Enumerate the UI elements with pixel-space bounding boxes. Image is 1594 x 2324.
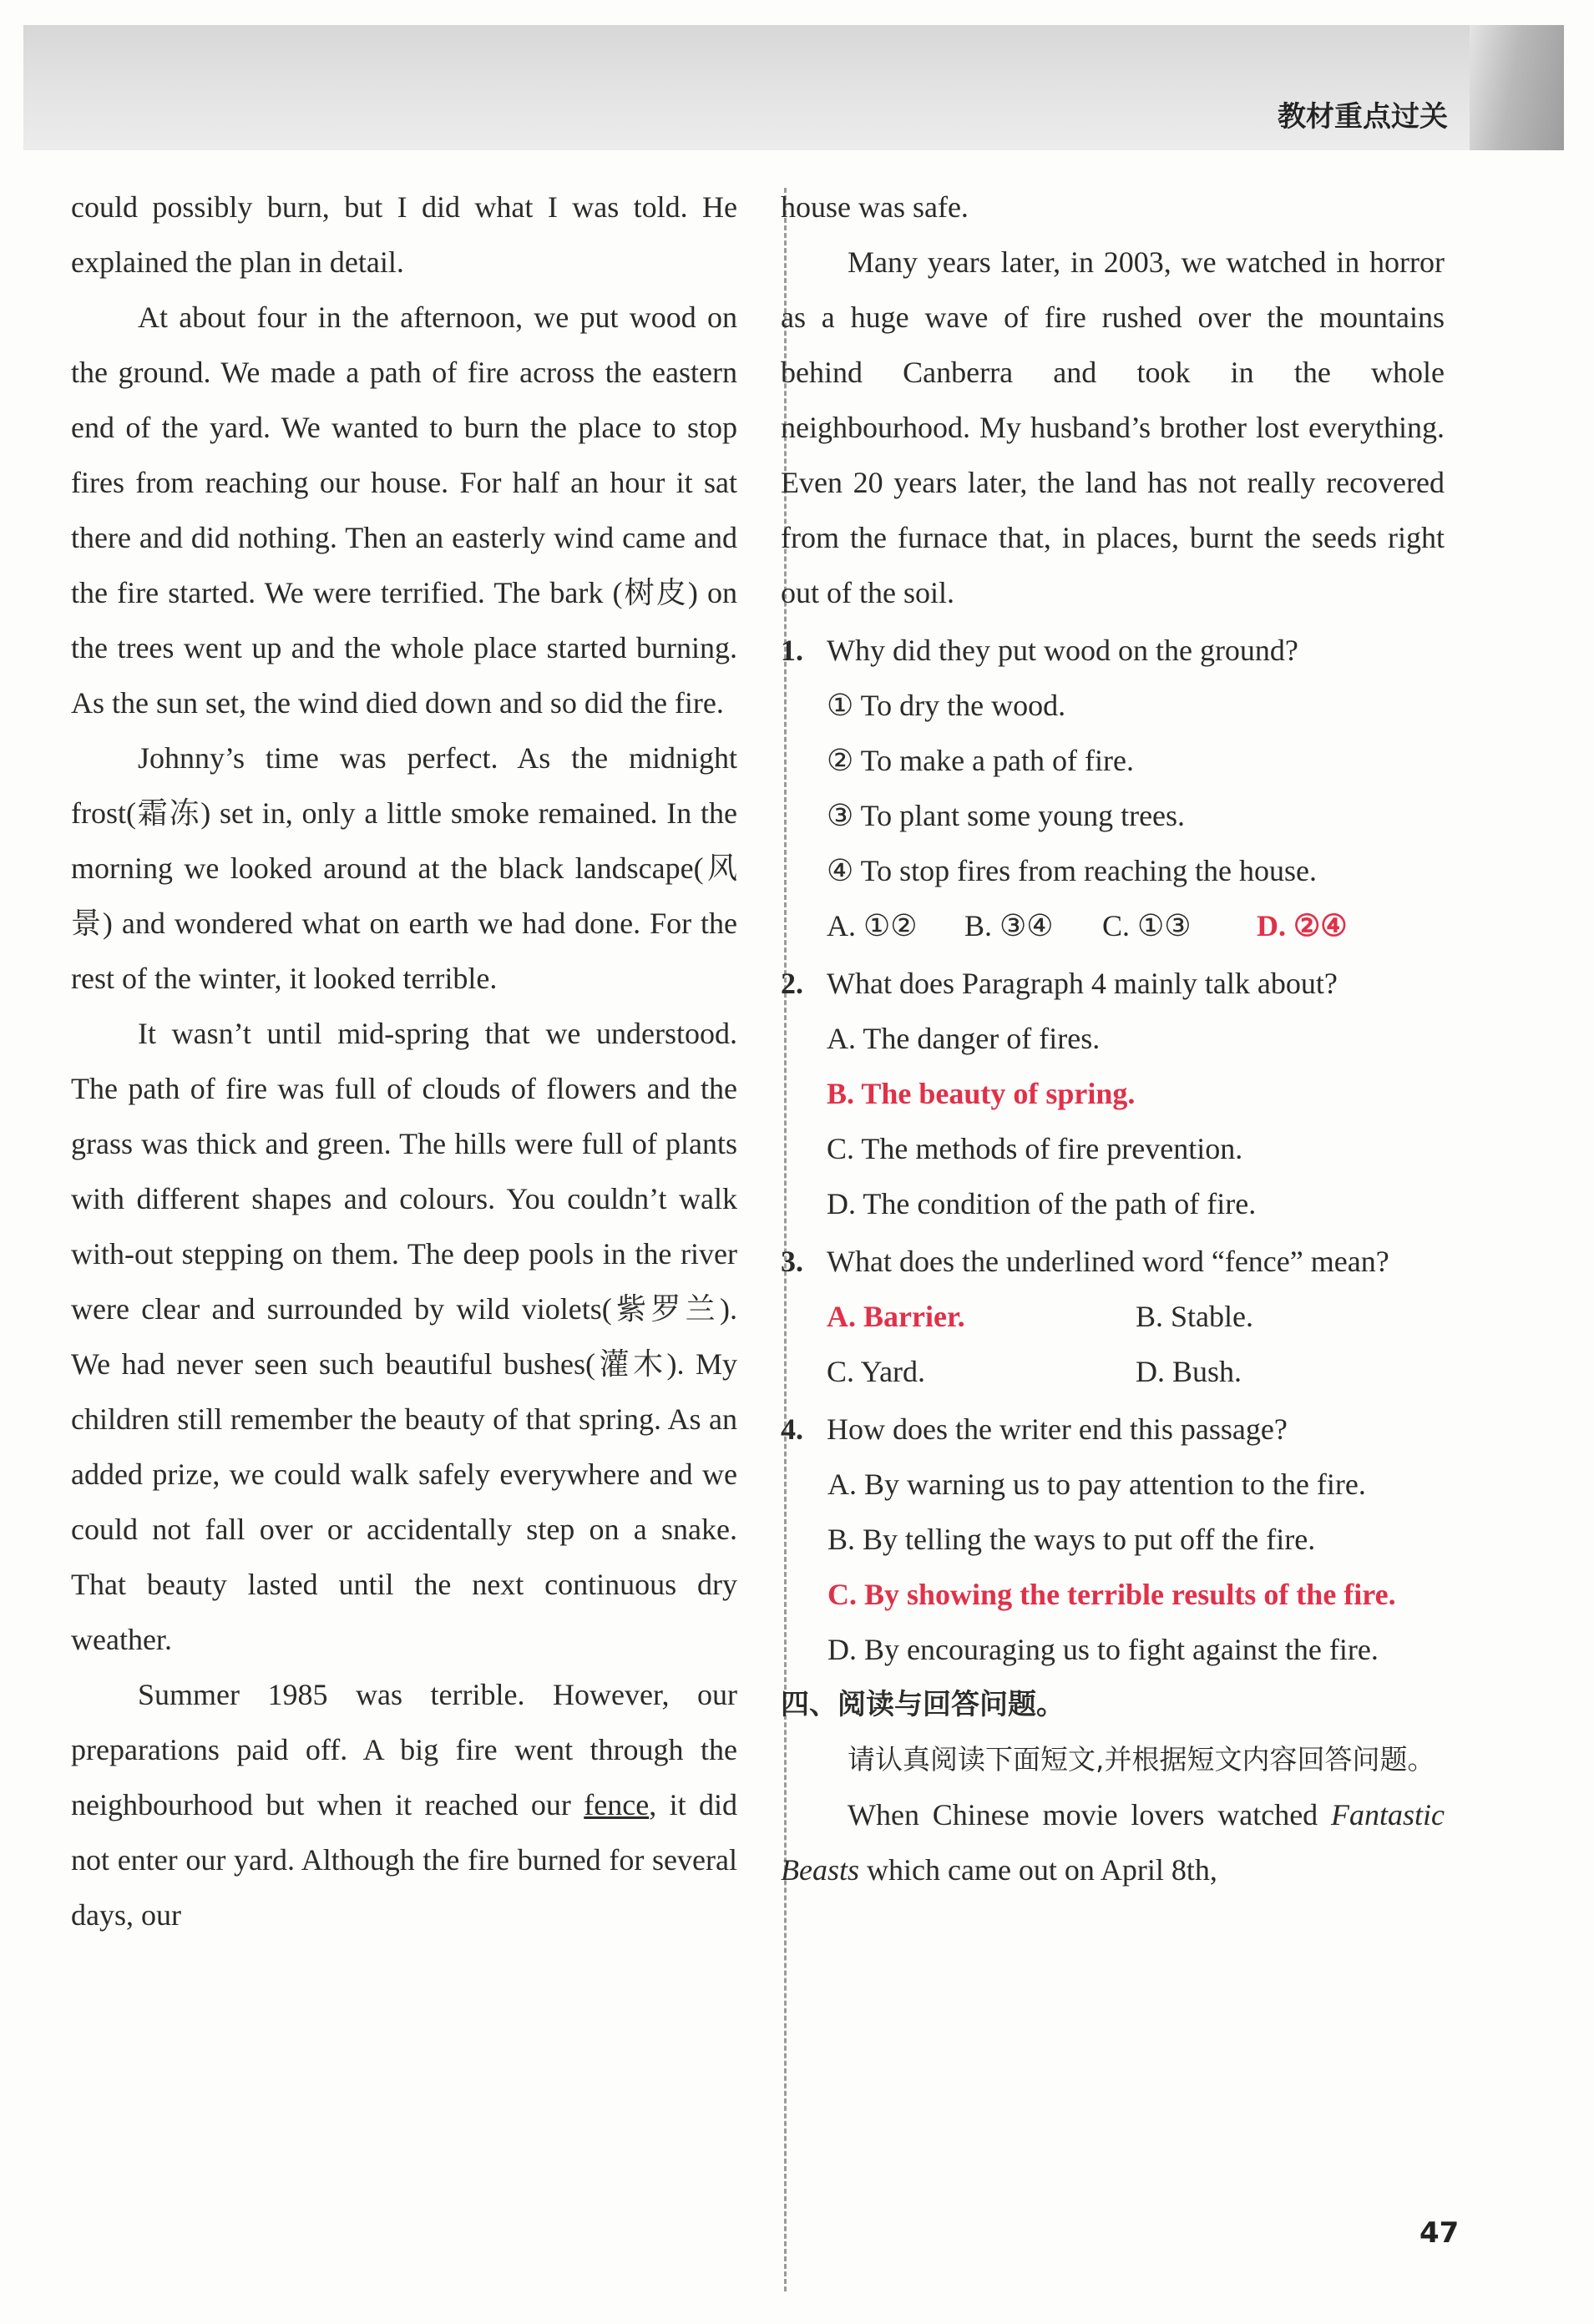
right-column bbox=[781, 179, 1445, 1897]
question-4 bbox=[781, 1402, 1445, 1457]
choice-d: D. Bush. bbox=[1136, 1355, 1242, 1388]
question-text: How does the writer end this passage? bbox=[827, 1412, 1288, 1446]
paragraph-text: which came out on April 8th, bbox=[859, 1853, 1217, 1887]
choice-b-correct: B. The beauty of spring. bbox=[827, 1077, 1136, 1110]
question-number: 3. bbox=[781, 1245, 803, 1278]
passage-paragraph bbox=[781, 1787, 1445, 1897]
choice-d: D. The condition of the path of fire. bbox=[827, 1187, 1257, 1220]
paragraph-text: , it did not enter our yard. Although the fire burned for several days, our bbox=[71, 1788, 737, 1932]
question-1 bbox=[781, 623, 1445, 678]
choice-b: B. ③④ bbox=[964, 909, 1054, 942]
underlined-word-fence: fence bbox=[584, 1788, 650, 1821]
passage-paragraph bbox=[71, 1667, 737, 1943]
answer-choices-row bbox=[781, 1344, 1445, 1399]
header-tab-decoration bbox=[1470, 25, 1564, 150]
passage-paragraph: could possibly burn, but I did what I was told. He explained the plan in detail. bbox=[71, 190, 737, 279]
question-text: Why did they put wood on the ground? bbox=[827, 634, 1298, 667]
paragraph-text: When Chinese movie lovers watched bbox=[848, 1798, 1332, 1831]
choice-b: B. Stable. bbox=[1136, 1300, 1253, 1333]
statement-item: ① To dry the wood. bbox=[827, 689, 1066, 722]
answer-choices-row bbox=[781, 898, 1445, 953]
left-column bbox=[71, 179, 737, 1943]
header-title: 教材重点过关 bbox=[1278, 100, 1448, 134]
answer-choices-row bbox=[781, 1289, 1445, 1344]
question-number: 2. bbox=[781, 967, 803, 1000]
statement-item: ② To make a path of fire. bbox=[827, 744, 1134, 777]
passage-paragraph: It wasn’t until mid-spring that we understood. The path of fire was full of clouds of flowers and the grass was thick and green. The hills were full of plants with different shapes and colours. You couldn’t walk with-out stepping on them. The deep pools in the river were clear and surrounded by wild violets(紫罗兰). We had never seen such beautiful bushes(灌木). My children still remember the beauty of that spring. As an added prize, we could walk safely everywhere and we could not fall over or accidentally step on a snake. That beauty lasted until the next continuous dry weather. bbox=[71, 1017, 737, 1656]
instruction-text: 请认真阅读下面短文,并根据短文内容回答问题。 bbox=[848, 1743, 1435, 1776]
statement-item: ④ To stop fires from reaching the house. bbox=[827, 854, 1317, 887]
movie-title: Fantastic Beasts bbox=[781, 1798, 1445, 1887]
question-2 bbox=[781, 956, 1445, 1011]
passage-paragraph: house was safe. bbox=[781, 190, 969, 224]
choice-c: C. ①③ bbox=[1102, 909, 1192, 942]
choice-c-correct: C. By showing the terrible results of the fire. bbox=[827, 1578, 1396, 1611]
passage-paragraph: At about four in the afternoon, we put wood on the ground. We made a path of fire across the eastern end of the yard. We wanted to burn the place to stop fires from reaching our house. For half an hour it sat there and did nothing. Then an easterly wind came and the fire started. We were terrified. The bark (树皮) on the trees went up and the whole place started burning. As the sun set, the wind died down and so did the fire. bbox=[71, 301, 737, 720]
choice-d-correct: D. ②④ bbox=[1257, 909, 1348, 942]
choice-a: A. The danger of fires. bbox=[827, 1022, 1101, 1055]
question-3 bbox=[781, 1234, 1445, 1289]
passage-paragraph: Johnny’s time was perfect. As the midnight frost(霜冻) set in, only a little smoke remained. In the morning we looked around at the black landscape(风景) and wondered what on earth we had done. For the rest of the winter, it looked terrible. bbox=[71, 741, 737, 995]
paragraph-text: Summer 1985 was terrible. However, our preparations paid off. A big fire went through the neighbourhood but when it reached our bbox=[71, 1678, 737, 1821]
choice-a: A. By warning us to pay attention to the fire. bbox=[827, 1468, 1366, 1501]
passage-paragraph: Many years later, in 2003, we watched in horror as a huge wave of fire rushed over the mountains behind Canberra and took in the whole neighbourhood. My husband’s brother lost everything. Even 20 years later, the land has not really recovered from the furnace that, in places, burnt the seeds right out of the soil. bbox=[781, 245, 1445, 609]
choice-a: A. ①② bbox=[827, 909, 918, 942]
choice-b: B. By telling the ways to put off the fire. bbox=[827, 1523, 1316, 1556]
statement-item: ③ To plant some young trees. bbox=[827, 799, 1186, 832]
section-heading: 四、阅读与回答问题。 bbox=[781, 1688, 1065, 1721]
question-text: What does Paragraph 4 mainly talk about? bbox=[827, 967, 1338, 1000]
choice-a-correct: A. Barrier. bbox=[827, 1300, 965, 1333]
page-number: 47 bbox=[1419, 2216, 1460, 2250]
question-text: What does the underlined word “fence” mean? bbox=[827, 1245, 1389, 1278]
choice-c: C. Yard. bbox=[827, 1355, 926, 1388]
question-number: 1. bbox=[781, 634, 803, 667]
choice-d: D. By encouraging us to fight against the fire. bbox=[827, 1633, 1379, 1666]
choice-c: C. The methods of fire prevention. bbox=[827, 1132, 1243, 1165]
question-number: 4. bbox=[781, 1412, 803, 1446]
